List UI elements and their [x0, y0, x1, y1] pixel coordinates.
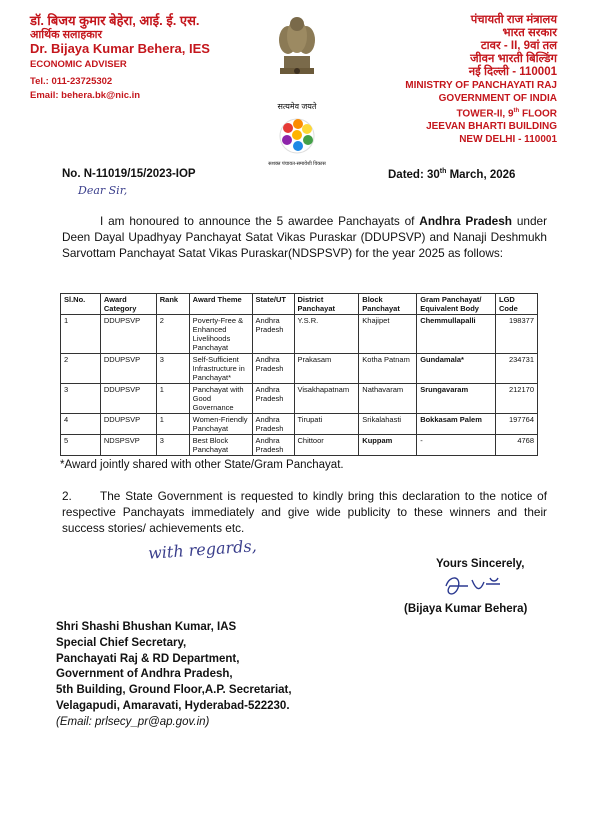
awards-table	[60, 293, 538, 456]
col-lgd-code: LGD Code	[496, 294, 538, 315]
logo-caption: सशक्त पंचायत-समावेशी विकास	[268, 161, 326, 167]
letter-date: Dated: 30th March, 2026	[388, 168, 516, 181]
addressee-building: 5th Building, Ground Floor,A.P. Secretariat,	[56, 684, 292, 697]
addressee-city: Velagapudi, Amaravati, Hyderabad-522230.	[56, 699, 290, 712]
addressee-name: Shri Shashi Bhushan Kumar, IAS	[56, 621, 237, 633]
table-footnote: *Award jointly shared with other State/Gram Panchayat.	[60, 459, 344, 471]
col-award-category: Award Category	[100, 294, 156, 315]
signatory-name: (Bijaya Kumar Behera)	[404, 603, 528, 615]
reference-number: No. N-11019/15/2023-IOP	[62, 168, 196, 180]
emblem-motto: सत्यमेव जयते	[277, 102, 317, 111]
city-address: NEW DELHI - 110001	[459, 134, 557, 146]
city-hindi: नई दिल्ली - 110001	[468, 66, 557, 78]
handwritten-salutation: Dear Sir,	[78, 184, 128, 197]
table-row: 4 DDUPSVP 1 Women-Friendly Panchayat Andhra Pradesh Tirupati Srikalahasti Bokkasam Palem 197764	[61, 414, 538, 435]
addressee-title: Special Chief Secretary,	[56, 636, 187, 649]
sender-designation-hindi: आर्थिक सलाहकार	[30, 29, 103, 41]
col-district: District Panchayat	[294, 294, 359, 315]
table-row: 2 DDUPSVP 3 Self-Sufficient Infrastructure in Panchayat* Andhra Pradesh Prakasam Kotha Patnam Gundamala* 234731	[61, 354, 538, 384]
sender-name: Dr. Bijaya Kumar Behera, IES	[30, 41, 210, 56]
letterhead-right	[357, 14, 557, 146]
sender-name-hindi: डॉ. बिजय कुमार बेहेरा, आई. ई. एस.	[30, 13, 200, 28]
sender-email: Email: behera.bk@nic.in	[30, 90, 141, 101]
letterhead-left	[30, 14, 210, 103]
tower-hindi: टावर - II, 9वां तल	[480, 40, 557, 52]
ministry-name-hindi: पंचायती राज मंत्रालय	[470, 14, 557, 26]
addressee-block	[56, 620, 292, 731]
table-row: 5 NDSPSVP 3 Best Block Panchayat Andhra Pradesh Chittoor Kuppam - 4768	[61, 435, 538, 456]
table-header-row	[61, 294, 538, 315]
table-row: 3 DDUPSVP 1 Panchayat with Good Governance Andhra Pradesh Visakhapatnam Nathavaram Srungavaram 212170	[61, 384, 538, 414]
state-name: Andhra Pradesh	[419, 214, 512, 228]
signature-icon	[440, 572, 510, 602]
col-rank: Rank	[156, 294, 189, 315]
col-gram-panchayat: Gram Panchayat/ Equivalent Body	[417, 294, 496, 315]
govt-name: GOVERNMENT OF INDIA	[438, 93, 557, 104]
lion-capital-icon	[262, 10, 332, 108]
addressee-email: (Email: prlsecy_pr@ap.gov.in)	[56, 715, 210, 728]
addressee-government: Government of Andhra Pradesh,	[56, 668, 233, 681]
paragraph-2: 2. The State Government is requested to kindly bring this declaration to the notice of respective Panchayats immediately and give wide publicity to these winners and their success stories/ achievements etc.	[62, 489, 547, 535]
addressee-department: Panchayati Raj & RD Department,	[56, 652, 240, 665]
sender-phone: Tel.: 011-23725302	[30, 76, 113, 87]
panchayat-logo-icon	[262, 114, 332, 162]
col-award-theme: Award Theme	[189, 294, 252, 315]
building-address: JEEVAN BHARTI BUILDING	[426, 121, 557, 133]
table-row: 1 DDUPSVP 2 Poverty-Free & Enhanced Livelihoods Panchayat Andhra Pradesh Y.S.R. Khajipet Chemmullapalli 198377	[61, 315, 538, 354]
national-emblem	[262, 10, 332, 167]
govt-name-hindi: भारत सरकार	[502, 27, 557, 39]
ministry-name: MINISTRY OF PANCHAYATI RAJ	[405, 80, 557, 91]
sender-designation: ECONOMIC ADVISER	[30, 59, 127, 70]
col-block: Block Panchayat	[359, 294, 417, 315]
col-sl-no: Sl.No.	[61, 294, 101, 315]
paragraph-1: I am honoured to announce the 5 awardee Panchayats of Andhra Pradesh under Deen Dayal Upadhyay Panchayat Satat Vikas Puraskar (DDUPSVP) and Nanaji Deshmukh Sarvottam Panchayat Satat Vikas Puraskar(NDSPSVP) for the year 2025 as follows:	[62, 214, 547, 260]
handwritten-regards: with regards,	[147, 536, 258, 563]
tower-address: TOWER-II, 9th FLOOR	[456, 108, 557, 120]
col-state: State/UT	[252, 294, 294, 315]
building-hindi: जीवन भारती बिल्डिंग	[470, 53, 557, 65]
closing: Yours Sincerely,	[436, 558, 525, 570]
